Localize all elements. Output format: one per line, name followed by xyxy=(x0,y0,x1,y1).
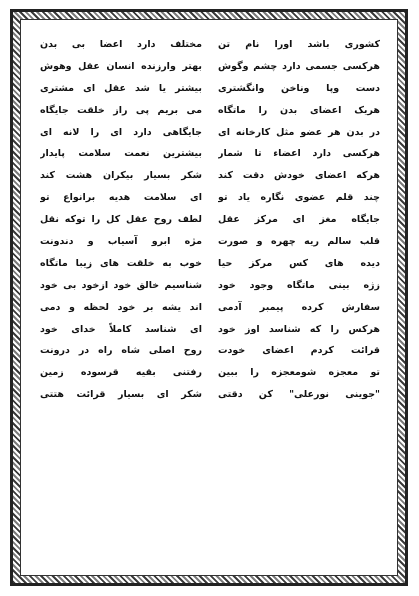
couplet-row xyxy=(40,165,380,187)
couplet-row xyxy=(40,209,380,231)
couplet-row xyxy=(40,34,380,56)
couplet-row xyxy=(40,384,380,406)
couplet-row xyxy=(40,362,380,384)
hemistich-left: بیشترین نعمت سلامت پایدار xyxy=(40,148,202,160)
couplet-row xyxy=(40,78,380,100)
hemistich-right: در بدن هر عضو مثل کارخانه ای xyxy=(218,126,380,138)
hemistich-left: لطف روح عقل کل را توکه نقل xyxy=(40,214,202,226)
hemistich-right: دیده های کس مرکز حیا xyxy=(218,257,380,269)
hemistich-left: خوب به خلقت های زیبا ماتگاه xyxy=(40,257,202,269)
hemistich-left: شکر بسیار بیکران هشت کند xyxy=(40,170,202,182)
hemistich-right: "جوینی نورعلی" کن دقتی xyxy=(218,389,380,401)
couplet-row xyxy=(40,56,380,78)
hemistich-right: جایگاه مغز ای مرکز عقل xyxy=(218,214,380,226)
hemistich-left: روح اصلی شاه راه در درونت xyxy=(40,345,202,357)
poem-body xyxy=(40,34,380,406)
hemistich-right: زژه بینی ماتگاه وجود خود xyxy=(218,279,380,291)
hemistich-left: جایگاهی دارد ای را لانه ای xyxy=(40,126,202,138)
couplet-row xyxy=(40,253,380,275)
hemistich-left: رفتنی بقیه قرسوده زمین xyxy=(40,367,202,379)
hemistich-left: شناسیم خالق خود ازخود بی خود xyxy=(40,279,202,291)
hemistich-left: مژه ابرو آسیاب و دندونت xyxy=(40,236,202,248)
hemistich-right: سفارش کرده پیمبر آدمی xyxy=(218,301,380,313)
couplet-row xyxy=(40,231,380,253)
hemistich-left: اند یشه بر خود لحظه و دمی xyxy=(40,301,202,313)
couplet-row xyxy=(40,122,380,144)
hemistich-right: هریک اعضای بدن را ماتگاه xyxy=(218,104,380,116)
hemistich-right: کشوری باشد اورا نام تن xyxy=(218,39,380,50)
couplet-row xyxy=(40,275,380,297)
couplet-row xyxy=(40,100,380,122)
hemistich-right: دست وپا وناخن وانگشتری xyxy=(218,82,380,94)
hemistich-left: بهتر وارزنده انسان عقل وهوش xyxy=(40,60,202,72)
hemistich-right: قرائت کردم اعضای خودت xyxy=(218,345,380,357)
hemistich-left: مختلف دارد اعضا بی بدن xyxy=(40,39,202,50)
couplet-row xyxy=(40,340,380,362)
hemistich-left: می بریم پی راز خلقت جایگاه xyxy=(40,104,202,116)
hemistich-right: تو معجزه شومعجزه را ببین xyxy=(218,367,380,379)
hemistich-right: هرکسی جسمی دارد چشم وگوش xyxy=(218,60,380,72)
couplet-row xyxy=(40,143,380,165)
hemistich-right: قلب سالم ریه چهره و صورت xyxy=(218,236,380,248)
hemistich-left: بیشتر یا شد عقل ای مشتری xyxy=(40,82,202,94)
hemistich-right: چند قلم عضوی نگاره یاد تو xyxy=(218,192,380,204)
couplet-row xyxy=(40,297,380,319)
hemistich-left: ای شناسد کاملاً خدای خود xyxy=(40,323,202,335)
hemistich-right: هرکه اعضای خودش دقت کند xyxy=(218,170,380,182)
hemistich-left: ای سلامت هدیه برانواع تو xyxy=(40,192,202,204)
hemistich-right: هرکسی دارد اعضاء تا شمار xyxy=(218,148,380,160)
hemistich-left: شکر ای بسیار قرائت هتتی xyxy=(40,389,202,401)
couplet-row xyxy=(40,319,380,341)
hemistich-right: هرکس را که شناسد اوز خود xyxy=(218,323,380,335)
couplet-row xyxy=(40,187,380,209)
